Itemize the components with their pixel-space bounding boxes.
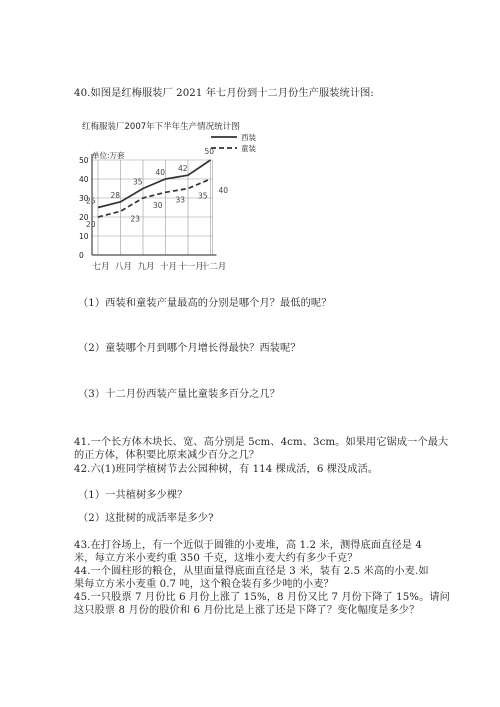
- question-43-line-2: 米，每立方米小麦约重 350 千克，这堆小麦大约有多少千克？: [74, 553, 358, 564]
- legend-label: 童装: [241, 144, 256, 153]
- question-45-line-1: 45.一只股票 7 月份比 6 月份上涨了 15%，8 月份又比 7 月份下降了 15%。请问: [74, 592, 450, 603]
- chart-legend: [211, 132, 256, 153]
- production-line-chart: [0, 0, 500, 290]
- y-tick-label: 30: [79, 194, 89, 203]
- question-42-line-1: 42.六(1)班同学植树节去公园种树，有 114 棵成活，6 棵没成活。: [74, 464, 379, 475]
- data-label: 33: [175, 195, 186, 205]
- question-44-line-2: 果每立方米小麦重 0.7 吨，这个粮仓装有多少吨的小麦？: [74, 579, 334, 590]
- question-41-line-1: 41.一个长方体木块长、宽、高分别是 5cm、4cm、3cm。如果用它锯成一个最大: [74, 437, 449, 448]
- question-41-line-2: 的正方体，体积要比原来减少百分之几？: [74, 450, 260, 461]
- data-label: 40: [218, 186, 229, 195]
- y-tick-label: 0: [79, 251, 84, 260]
- chart-title: 红梅服装厂2007年下半年生产情况统计图: [82, 122, 240, 132]
- y-tick-label: 40: [79, 175, 89, 184]
- data-label: 23: [130, 214, 141, 224]
- data-label: 30: [153, 201, 163, 210]
- data-label: 20: [86, 220, 96, 229]
- y-tick-label: 50: [79, 156, 89, 165]
- x-tick-label: 十二月: [200, 262, 227, 272]
- question-40-text: 40.如图是红梅服装厂 2021 年七月份到十二月份生产服装统计图:: [74, 88, 374, 99]
- data-label: 50: [204, 147, 215, 156]
- data-label: 42: [178, 164, 188, 174]
- question-42-sub-2: （2）这批树的成活率是多少?: [78, 513, 214, 524]
- x-tick-label: 九月: [137, 262, 155, 272]
- data-label: 35: [198, 191, 208, 201]
- legend-label: 西装: [241, 133, 256, 142]
- chart-unit-label: 单位:万套: [92, 151, 125, 160]
- question-45-line-2: 这只股票 8 月份的股价和 6 月份比是上涨了还是下降了？变化幅度是多少？: [74, 605, 420, 616]
- question-42-sub-1: （1）一共植树多少棵？: [78, 490, 188, 501]
- question-40-sub-1: （1）西装和童装产量最高的分别是哪个月？最低的呢？: [78, 298, 332, 309]
- x-axis-ticks: [92, 261, 226, 272]
- data-label: 25: [86, 196, 96, 206]
- y-tick-label: 10: [79, 232, 89, 241]
- y-axis-ticks: [79, 156, 89, 260]
- x-tick-label: 七月: [92, 262, 110, 272]
- data-label: 40: [155, 168, 166, 177]
- x-tick-label: 八月: [114, 262, 133, 272]
- question-40-sub-3: （3）十二月份西装产量比童装多百分之几？: [78, 389, 281, 400]
- data-label: 28: [110, 190, 121, 200]
- question-40-sub-2: （2）童装哪个月到哪个月增长得最快？西装呢？: [78, 343, 301, 354]
- y-tick-label: 20: [79, 213, 89, 222]
- question-43-line-1: 43.在打谷场上，有一个近似于圆锥的小麦堆，高 1.2 米，测得底面直径是 4: [74, 540, 422, 551]
- question-44-line-1: 44.一个圆柱形的粮仓，从里面量得底面直径是 3 米，装有 2.5 米高的小麦.如: [74, 566, 429, 577]
- x-tick-label: 十一月: [178, 262, 204, 272]
- x-tick-label: 十月: [159, 262, 178, 272]
- data-label: 35: [133, 177, 143, 187]
